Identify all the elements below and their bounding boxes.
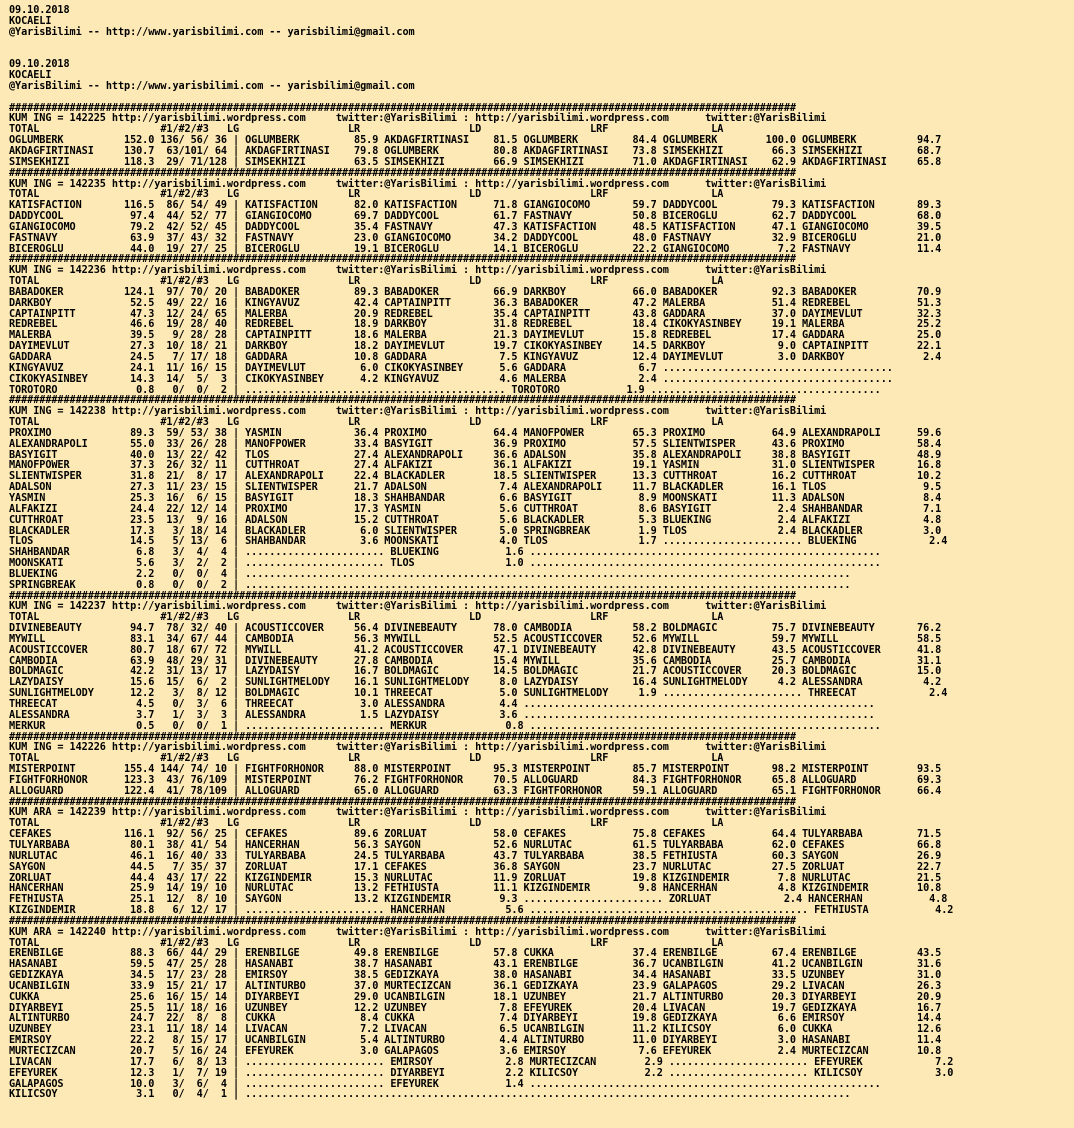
result-row: CIKOKYASINBEY 14.3 14/ 5/ 3 | CIKOKYASINBEY 4.2 KINGYAVUZ 4.6 MALERBA 2.4 ......................................	[9, 373, 893, 385]
result-row: BICEROGLU 44.0 19/ 27/ 25 | BICEROGLU 19.1 BICEROGLU 14.1 BICEROGLU 22.2 GIANGIOCOMO 7.2 FASTNAVY 11.4	[9, 243, 942, 255]
result-row: CUTTHROAT 23.5 13/ 9/ 16 | ADALSON 15.2 CUTTHROAT 5.6 BLACKADLER 5.3 BLUEKING 2.4 ALFAKIZI 4.8	[9, 514, 942, 526]
result-row: TOROTORO 0.8 0/ 0/ 2 | ........................................... TOROTORO 1.9 ......................................	[9, 384, 881, 396]
result-row: ALEXANDRAPOLI 55.0 33/ 26/ 28 | MANOFPOWER 33.4 BASYIGIT 36.9 PROXIMO 57.5 SLIENTWISPER 43.6 PROXIMO 58.4	[9, 438, 942, 450]
result-row: ALLOGUARD 122.4 41/ 78/109 | ALLOGUARD 65.0 ALLOGUARD 63.3 FIGHTFORHONOR 59.1 ALLOGUARD 65.1 FIGHTFORHONOR 66.4	[9, 785, 942, 797]
result-row: ALTINTURBO 24.7 22/ 8/ 8 | CUKKA 8.4 CUKKA 7.4 DIYARBEYI 19.8 GEDIZKAYA 6.6 EMIRSOY 14.4	[9, 1013, 942, 1025]
result-row: SPRINGBREAK 0.8 0/ 0/ 2 | ....................................................................................................	[9, 579, 851, 591]
race-header: KUM ING = 142226 http://yarisbilimi.wordpress.com twitter:@YarisBilimi : http://yarisbilimi.wordpress.com twitter:@YarisBilimi	[9, 742, 827, 754]
result-row: SLIENTWISPER 31.8 21/ 8/ 17 | ALEXANDRAPOLI 22.4 BLACKADLER 18.5 SLIENTWISPER 13.3 CUTTHROAT 16.2 CUTTHROAT 10.2	[9, 471, 942, 483]
result-row: MALERBA 39.5 9/ 28/ 28 | CAPTAINPITT 18.6 MALERBA 21.3 DAYIMEVLUT 15.8 REDREBEL 17.4 GADDARA 25.0	[9, 330, 942, 342]
result-row: GEDIZKAYA 34.5 17/ 23/ 28 | EMIRSOY 38.5 GEDIZKAYA 38.0 HASANABI 34.4 HASANABI 33.5 UZUNBEY 31.0	[9, 970, 942, 982]
result-row: MURTECIZCAN 20.7 5/ 16/ 24 | EFEYUREK 3.0 GALAPAGOS 3.6 EMIRSOY 7.6 EFEYUREK 2.4 MURTECIZCAN 10.8	[9, 1046, 942, 1057]
result-row: HASANABI 59.5 47/ 25/ 28 | HASANABI 38.7 HASANABI 43.1 ERENBILGE 36.7 UCANBILGIN 41.2 UCANBILGIN 31.6	[9, 959, 942, 971]
section-divider: ##################################################################################################################################	[9, 796, 796, 808]
result-row: REDREBEL 46.6 19/ 28/ 40 | REDREBEL 18.9 DARKBOY 31.8 REDREBEL 18.4 CIKOKYASINBEY 19.1 MALERBA 25.2	[9, 319, 942, 331]
section-divider: ##################################################################################################################################	[9, 590, 796, 602]
text-line: KOCAELI	[9, 70, 52, 82]
race-header: KUM ING = 142237 http://yarisbilimi.wordpress.com twitter:@YarisBilimi : http://yarisbilimi.wordpress.com twitter:@YarisBilimi	[9, 601, 827, 613]
result-row: GIANGIOCOMO 79.2 42/ 52/ 45 | DADDYCOOL 35.4 FASTNAVY 47.3 KATISFACTION 48.5 KATISFACTION 47.1 GIANGIOCOMO 39.5	[9, 221, 942, 233]
result-row: SHAHBANDAR 6.8 3/ 4/ 4 | ....................... BLUEKING 1.6 ..........................................................	[9, 547, 881, 559]
result-row: OGLUMBERK 152.0 136/ 56/ 36 | OGLUMBERK 85.9 AKDAGFIRTINASI 81.5 OGLUMBERK 84.4 OGLUMBERK 100.0 OGLUMBERK 94.7	[9, 135, 942, 147]
text-line: KOCAELI	[9, 15, 52, 27]
column-header: TOTAL #1/#2/#3 LG LR LD LRF LA	[9, 937, 724, 949]
result-row: SIMSEKHIZI 118.3 29/ 71/128 | SIMSEKHIZI 63.5 SIMSEKHIZI 66.9 SIMSEKHIZI 71.0 AKDAGFIRTINASI 62.9 AKDAGFIRTINASI 65.8	[9, 156, 942, 168]
result-row: LAZYDAISY 15.6 15/ 6/ 2 | SUNLIGHTMELODY 16.1 SUNLIGHTMELODY 8.0 LAZYDAISY 16.4 SUNLIGHTMELODY 4.2 ALESSANDRA 4.2	[9, 677, 942, 689]
result-row: ALESSANDRA 3.7 1/ 3/ 3 | ALESSANDRA 1.5 LAZYDAISY 3.6 ..........................................................	[9, 709, 875, 721]
section-divider: ##################################################################################################################################	[9, 731, 796, 743]
result-row: KINGYAVUZ 24.1 11/ 16/ 15 | DAYIMEVLUT 6.0 CIKOKYASINBEY 5.6 GADDARA 6.7 ......................................	[9, 362, 893, 374]
text-line	[9, 39, 1074, 50]
result-row: ALFAKIZI 24.4 22/ 12/ 14 | PROXIMO 17.3 YASMIN 5.6 CUTTHROAT 8.6 BASYIGIT 2.4 SHAHBANDAR 7.1	[9, 503, 942, 515]
section-divider: ##################################################################################################################################	[9, 915, 796, 927]
race-header: KUM ARA = 142240 http://yarisbilimi.wordpress.com twitter:@YarisBilimi : http://yarisbilimi.wordpress.com twitter:@YarisBilimi	[9, 926, 827, 938]
result-row: LIVACAN 17.7 6/ 8/ 13 | ....................... EMIRSOY 2.8 MURTECIZCAN 2.9 ....................... EFEYUREK 7.2	[9, 1056, 954, 1068]
race-header: KUM ING = 142238 http://yarisbilimi.wordpress.com twitter:@YarisBilimi : http://yarisbilimi.wordpress.com twitter:@YarisBilimi	[9, 406, 827, 418]
result-row: MYWILL 83.1 34/ 67/ 44 | CAMBODIA 56.3 MYWILL 52.5 ACOUSTICCOVER 52.6 MYWILL 59.7 MYWILL 58.5	[9, 633, 942, 645]
race-header: KUM ING = 142235 http://yarisbilimi.wordpress.com twitter:@YarisBilimi : http://yarisbilimi.wordpress.com twitter:@YarisBilimi	[9, 178, 827, 190]
column-header: TOTAL #1/#2/#3 LG LR LD LRF LA	[9, 612, 724, 624]
result-row: EFEYUREK 12.3 1/ 7/ 19 | ....................... DIYARBEYI 2.2 KILICSOY 2.2 ....................... KILICSOY 3.0	[9, 1067, 954, 1079]
result-row: BABADOKER 124.1 97/ 70/ 20 | BABADOKER 89.3 BABADOKER 66.9 DARKBOY 66.0 BABADOKER 92.3 BABADOKER 70.9	[9, 286, 942, 298]
result-row: PROXIMO 89.3 59/ 53/ 38 | YASMIN 36.4 PROXIMO 64.4 MANOFPOWER 65.3 PROXIMO 64.9 ALEXANDRAPOLI 59.6	[9, 427, 942, 439]
race-header: KUM ARA = 142239 http://yarisbilimi.wordpress.com twitter:@YarisBilimi : http://yarisbilimi.wordpress.com twitter:@YarisBilimi	[9, 807, 827, 819]
text-line: @YarisBilimi -- http://www.yarisbilimi.com -- yarisbilimi@gmail.com	[9, 26, 415, 38]
result-row: ERENBILGE 88.3 66/ 44/ 29 | ERENBILGE 49.8 ERENBILGE 57.8 CUKKA 37.4 ERENBILGE 67.4 ERENBILGE 43.5	[9, 948, 942, 960]
result-row: DARKBOY 52.5 49/ 22/ 16 | KINGYAVUZ 42.4 CAPTAINPITT 36.3 BABADOKER 47.2 MALERBA 51.4 REDREBEL 51.3	[9, 297, 942, 309]
result-row: FASTNAVY 63.9 37/ 43/ 32 | FASTNAVY 23.0 GIANGIOCOMO 34.2 DADDYCOOL 48.0 FASTNAVY 32.9 BICEROGLU 21.0	[9, 232, 942, 244]
result-row: BASYIGIT 40.0 13/ 22/ 42 | TLOS 27.4 ALEXANDRAPOLI 36.6 ADALSON 35.8 ALEXANDRAPOLI 38.8 BASYIGIT 48.9	[9, 449, 942, 461]
result-row: KATISFACTION 116.5 86/ 54/ 49 | KATISFACTION 82.0 KATISFACTION 71.8 GIANGIOCOMO 59.7 DADDYCOOL 79.3 KATISFACTION 89.3	[9, 200, 942, 212]
race-header: KUM ING = 142225 http://yarisbilimi.wordpress.com twitter:@YarisBilimi : http://yarisbilimi.wordpress.com twitter:@YarisBilimi	[9, 113, 827, 125]
result-row: BLUEKING 2.2 0/ 0/ 4 | ....................................................................................................	[9, 568, 851, 580]
text-line	[9, 93, 1074, 104]
result-row: ZORLUAT 44.4 43/ 17/ 22 | KIZGINDEMIR 15.3 NURLUTAC 11.9 ZORLUAT 19.8 KIZGINDEMIR 7.8 NURLUTAC 21.5	[9, 872, 942, 884]
result-row: SUNLIGHTMELODY 12.2 3/ 8/ 12 | BOLDMAGIC 10.1 THREECAT 5.0 SUNLIGHTMELODY 1.9 ....................... THREECAT 2.4	[9, 688, 948, 700]
column-header: TOTAL #1/#2/#3 LG LR LD LRF LA	[9, 417, 724, 429]
result-row: DIVINEBEAUTY 94.7 78/ 32/ 40 | ACOUSTICCOVER 56.4 DIVINEBEAUTY 78.0 CAMBODIA 58.2 BOLDMAGIC 75.7 DIVINEBEAUTY 76.2	[9, 623, 942, 635]
result-row: THREECAT 4.5 0/ 3/ 6 | THREECAT 3.0 ALESSANDRA 4.4 ..........................................................	[9, 699, 875, 710]
result-row: KILICSOY 3.1 0/ 4/ 1 | ....................................................................................................	[9, 1089, 851, 1101]
result-row: BOLDMAGIC 42.2 31/ 13/ 17 | LAZYDAISY 16.7 BOLDMAGIC 14.5 BOLDMAGIC 21.7 ACOUSTICCOVER 20.3 BOLDMAGIC 15.0	[9, 666, 942, 678]
result-row: ADALSON 27.3 11/ 23/ 15 | SLIENTWISPER 21.7 ADALSON 7.4 ALEXANDRAPOLI 11.7 BLACKADLER 16.1 TLOS 9.5	[9, 482, 942, 494]
result-row: GALAPAGOS 10.0 3/ 6/ 4 | ....................... EFEYUREK 1.4 ..........................................................	[9, 1078, 881, 1090]
result-row: MOONSKATI 5.6 3/ 2/ 2 | ....................... TLOS 1.0 ..........................................................	[9, 558, 881, 570]
section-divider: ##################################################################################################################################	[9, 167, 796, 179]
result-row: DAYIMEVLUT 27.3 10/ 18/ 21 | DARKBOY 18.2 DAYIMEVLUT 19.7 CIKOKYASINBEY 14.5 DARKBOY 9.0 CAPTAINPITT 22.1	[9, 341, 942, 353]
column-header: TOTAL #1/#2/#3 LG LR LD LRF LA	[9, 753, 724, 765]
text-line: 09.10.2018	[9, 59, 70, 71]
result-row: GADDARA 24.5 7/ 17/ 18 | GADDARA 10.8 GADDARA 7.5 KINGYAVUZ 12.4 DAYIMEVLUT 3.0 DARKBOY 2.4	[9, 352, 942, 363]
section-divider: ##################################################################################################################################	[9, 395, 796, 407]
column-header: TOTAL #1/#2/#3 LG LR LD LRF LA	[9, 189, 724, 201]
result-row: TLOS 14.5 5/ 13/ 6 | SHAHBANDAR 3.6 MOONSKATI 4.0 TLOS 1.7 ....................... BLUEKING 2.4	[9, 536, 948, 548]
race-header: KUM ING = 142236 http://yarisbilimi.wordpress.com twitter:@YarisBilimi : http://yarisbilimi.wordpress.com twitter:@YarisBilimi	[9, 265, 827, 277]
section-divider: ##################################################################################################################################	[9, 254, 796, 266]
result-row: SAYGON 44.5 7/ 35/ 37 | ZORLUAT 17.1 CEFAKES 36.8 SAYGON 23.7 NURLUTAC 27.5 ZORLUAT 22.7	[9, 861, 942, 873]
result-row: CAMBODIA 63.9 48/ 29/ 31 | DIVINEBEAUTY 27.8 CAMBODIA 15.4 MYWILL 35.6 CAMBODIA 25.7 CAMBODIA 31.1	[9, 655, 942, 667]
text-line: @YarisBilimi -- http://www.yarisbilimi.com -- yarisbilimi@gmail.com	[9, 80, 415, 92]
result-row: CEFAKES 116.1 92/ 56/ 25 | CEFAKES 89.6 ZORLUAT 58.0 CEFAKES 75.8 CEFAKES 64.4 TULYARBABA 71.5	[9, 829, 942, 841]
result-row: KIZGINDEMIR 18.8 6/ 12/ 17 | ....................... HANCERHAN 5.6 .............................................. FETHIUSTA 4.2	[9, 905, 954, 917]
text-line: 09.10.2018	[9, 5, 70, 16]
result-row: DIYARBEYI 25.5 11/ 18/ 16 | UZUNBEY 12.2 UZUNBEY 7.8 EFEYUREK 20.4 LIVACAN 19.7 GEDIZKAYA 16.7	[9, 1002, 942, 1014]
result-row: HANCERHAN 25.9 14/ 19/ 10 | NURLUTAC 13.2 FETHIUSTA 11.1 KIZGINDEMIR 9.8 HANCERHAN 4.8 KIZGINDEMIR 10.8	[9, 883, 942, 895]
result-row: ACOUSTICCOVER 80.7 18/ 67/ 72 | MYWILL 41.2 ACOUSTICCOVER 47.1 DIVINEBEAUTY 42.8 DIVINEBEAUTY 43.5 ACOUSTICCOVER 41.8	[9, 644, 942, 656]
result-row: EMIRSOY 22.2 8/ 15/ 17 | UCANBILGIN 5.4 ALTINTURBO 4.4 ALTINTURBO 11.0 DIYARBEYI 3.0 HASANABI 11.4	[9, 1035, 942, 1047]
result-row: YASMIN 25.3 16/ 6/ 15 | BASYIGIT 18.3 SHAHBANDAR 6.6 BASYIGIT 8.9 MOONSKATI 11.3 ADALSON 8.4	[9, 492, 942, 504]
result-row: UZUNBEY 23.1 11/ 18/ 14 | LIVACAN 7.2 LIVACAN 6.5 UCANBILGIN 11.2 KILICSOY 6.0 CUKKA 12.6	[9, 1024, 942, 1036]
text-line	[9, 49, 1074, 60]
section-divider: ##################################################################################################################################	[9, 102, 796, 114]
result-row: TULYARBABA 80.1 38/ 41/ 54 | HANCERHAN 56.3 SAYGON 52.6 NURLUTAC 61.5 TULYARBABA 62.0 CEFAKES 66.8	[9, 839, 942, 851]
result-row: UCANBILGIN 33.9 15/ 21/ 17 | ALTINTURBO 37.0 MURTECIZCAN 36.1 GEDIZKAYA 23.9 GALAPAGOS 29.2 LIVACAN 26.3	[9, 980, 942, 992]
result-row: CUKKA 25.6 16/ 15/ 14 | DIYARBEYI 29.0 UCANBILGIN 18.1 UZUNBEY 21.7 ALTINTURBO 20.3 DIYARBEYI 20.9	[9, 991, 942, 1003]
column-header: TOTAL #1/#2/#3 LG LR LD LRF LA	[9, 124, 724, 136]
result-row: AKDAGFIRTINASI 130.7 63/101/ 64 | AKDAGFIRTINASI 79.8 OGLUMBERK 80.8 AKDAGFIRTINASI 73.8 SIMSEKHIZI 66.3 SIMSEKHIZI 68.7	[9, 145, 942, 157]
column-header: TOTAL #1/#2/#3 LG LR LD LRF LA	[9, 818, 724, 830]
result-row: FETHIUSTA 25.1 12/ 8/ 10 | SAYGON 13.2 KIZGINDEMIR 9.3 ....................... ZORLUAT 2.4 HANCERHAN 4.8	[9, 894, 948, 906]
result-row: MANOFPOWER 37.3 26/ 32/ 11 | CUTTHROAT 27.4 ALFAKIZI 36.1 ALFAKIZI 19.1 YASMIN 31.0 SLIENTWISPER 16.8	[9, 460, 942, 472]
result-row: CAPTAINPITT 47.3 12/ 24/ 65 | MALERBA 20.9 REDREBEL 35.4 CAPTAINPITT 43.8 GADDARA 37.0 DAYIMEVLUT 32.3	[9, 308, 942, 320]
result-row: MERKUR 0.5 0/ 0/ 1 | ....................... MERKUR 0.8 ..........................................................	[9, 720, 881, 732]
result-row: FIGHTFORHONOR 123.3 43/ 76/109 | MISTERPOINT 76.2 FIGHTFORHONOR 70.5 ALLOGUARD 84.3 FIGHTFORHONOR 65.8 ALLOGUARD 69.3	[9, 774, 942, 786]
result-row: DADDYCOOL 97.4 44/ 52/ 77 | GIANGIOCOMO 69.7 DADDYCOOL 61.7 FASTNAVY 50.8 BICEROGLU 62.7 DADDYCOOL 68.0	[9, 211, 942, 223]
result-row: BLACKADLER 17.3 3/ 18/ 14 | BLACKADLER 6.0 SLIENTWISPER 5.0 SPRINGBREAK 1.9 TLOS 2.4 BLACKADLER 3.0	[9, 525, 942, 537]
result-row: MISTERPOINT 155.4 144/ 74/ 10 | FIGHTFORHONOR 88.0 MISTERPOINT 95.3 MISTERPOINT 85.7 MISTERPOINT 98.2 MISTERPOINT 93.5	[9, 764, 942, 776]
column-header: TOTAL #1/#2/#3 LG LR LD LRF LA	[9, 276, 724, 288]
result-row: NURLUTAC 46.1 16/ 40/ 33 | TULYARBABA 24.5 TULYARBABA 43.7 TULYARBABA 38.5 FETHIUSTA 60.3 SAYGON 26.9	[9, 850, 942, 862]
